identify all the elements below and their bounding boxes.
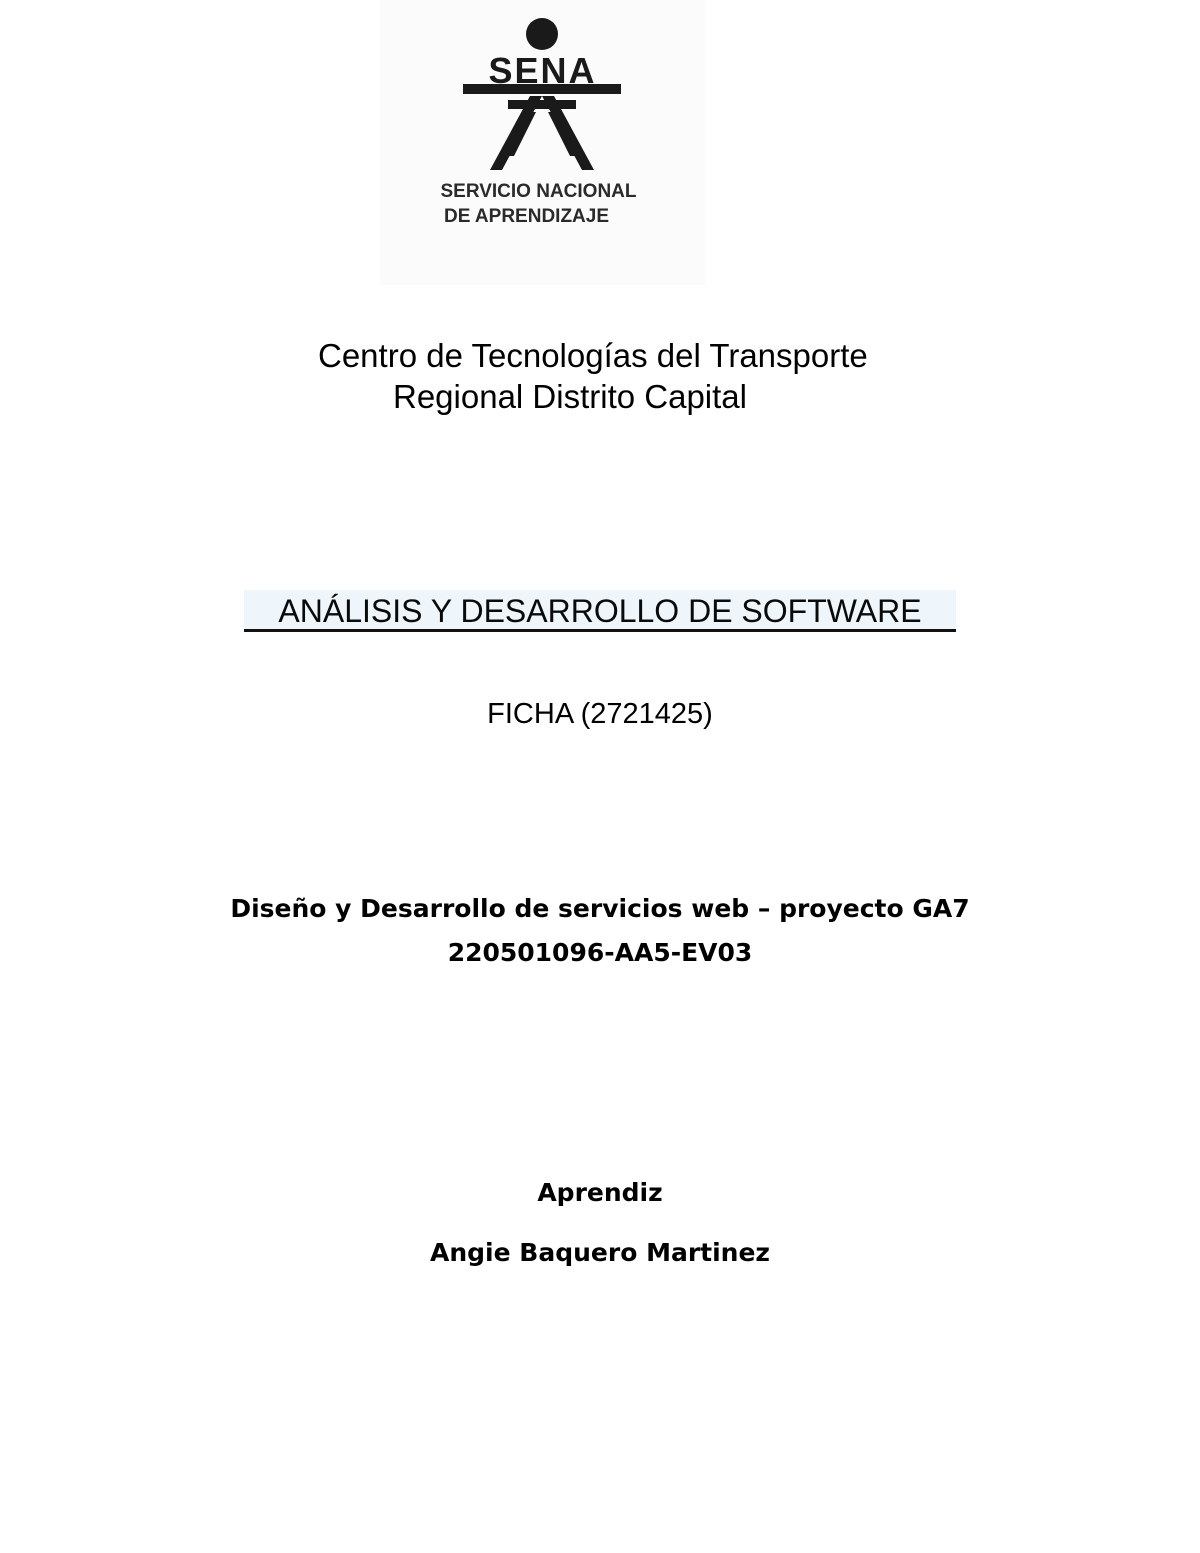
training-center-name: Centro de Tecnologías del Transporte (318, 337, 868, 374)
student-name: Angie Baquero Martinez (430, 1238, 770, 1267)
activity-code: 220501096-AA5-EV03 (447, 938, 753, 967)
sena-emblem-icon (380, 0, 705, 285)
training-center-region: Regional Distrito Capital (393, 378, 747, 415)
ficha-number: FICHA (2721425) (487, 698, 713, 730)
activity-title: Diseño y Desarrollo de servicios web – proyecto GA7 (230, 894, 970, 923)
logo-caption-line1: SERVICIO NACIONAL (440, 181, 637, 202)
logo-caption-line2: DE APRENDIZAJE (443, 206, 610, 227)
student-role-label: Aprendiz (537, 1178, 663, 1207)
sena-logo (380, 0, 705, 285)
logo-wordmark: SENA (488, 50, 597, 91)
program-title: ANÁLISIS Y DESARROLLO DE SOFTWARE (244, 590, 956, 632)
